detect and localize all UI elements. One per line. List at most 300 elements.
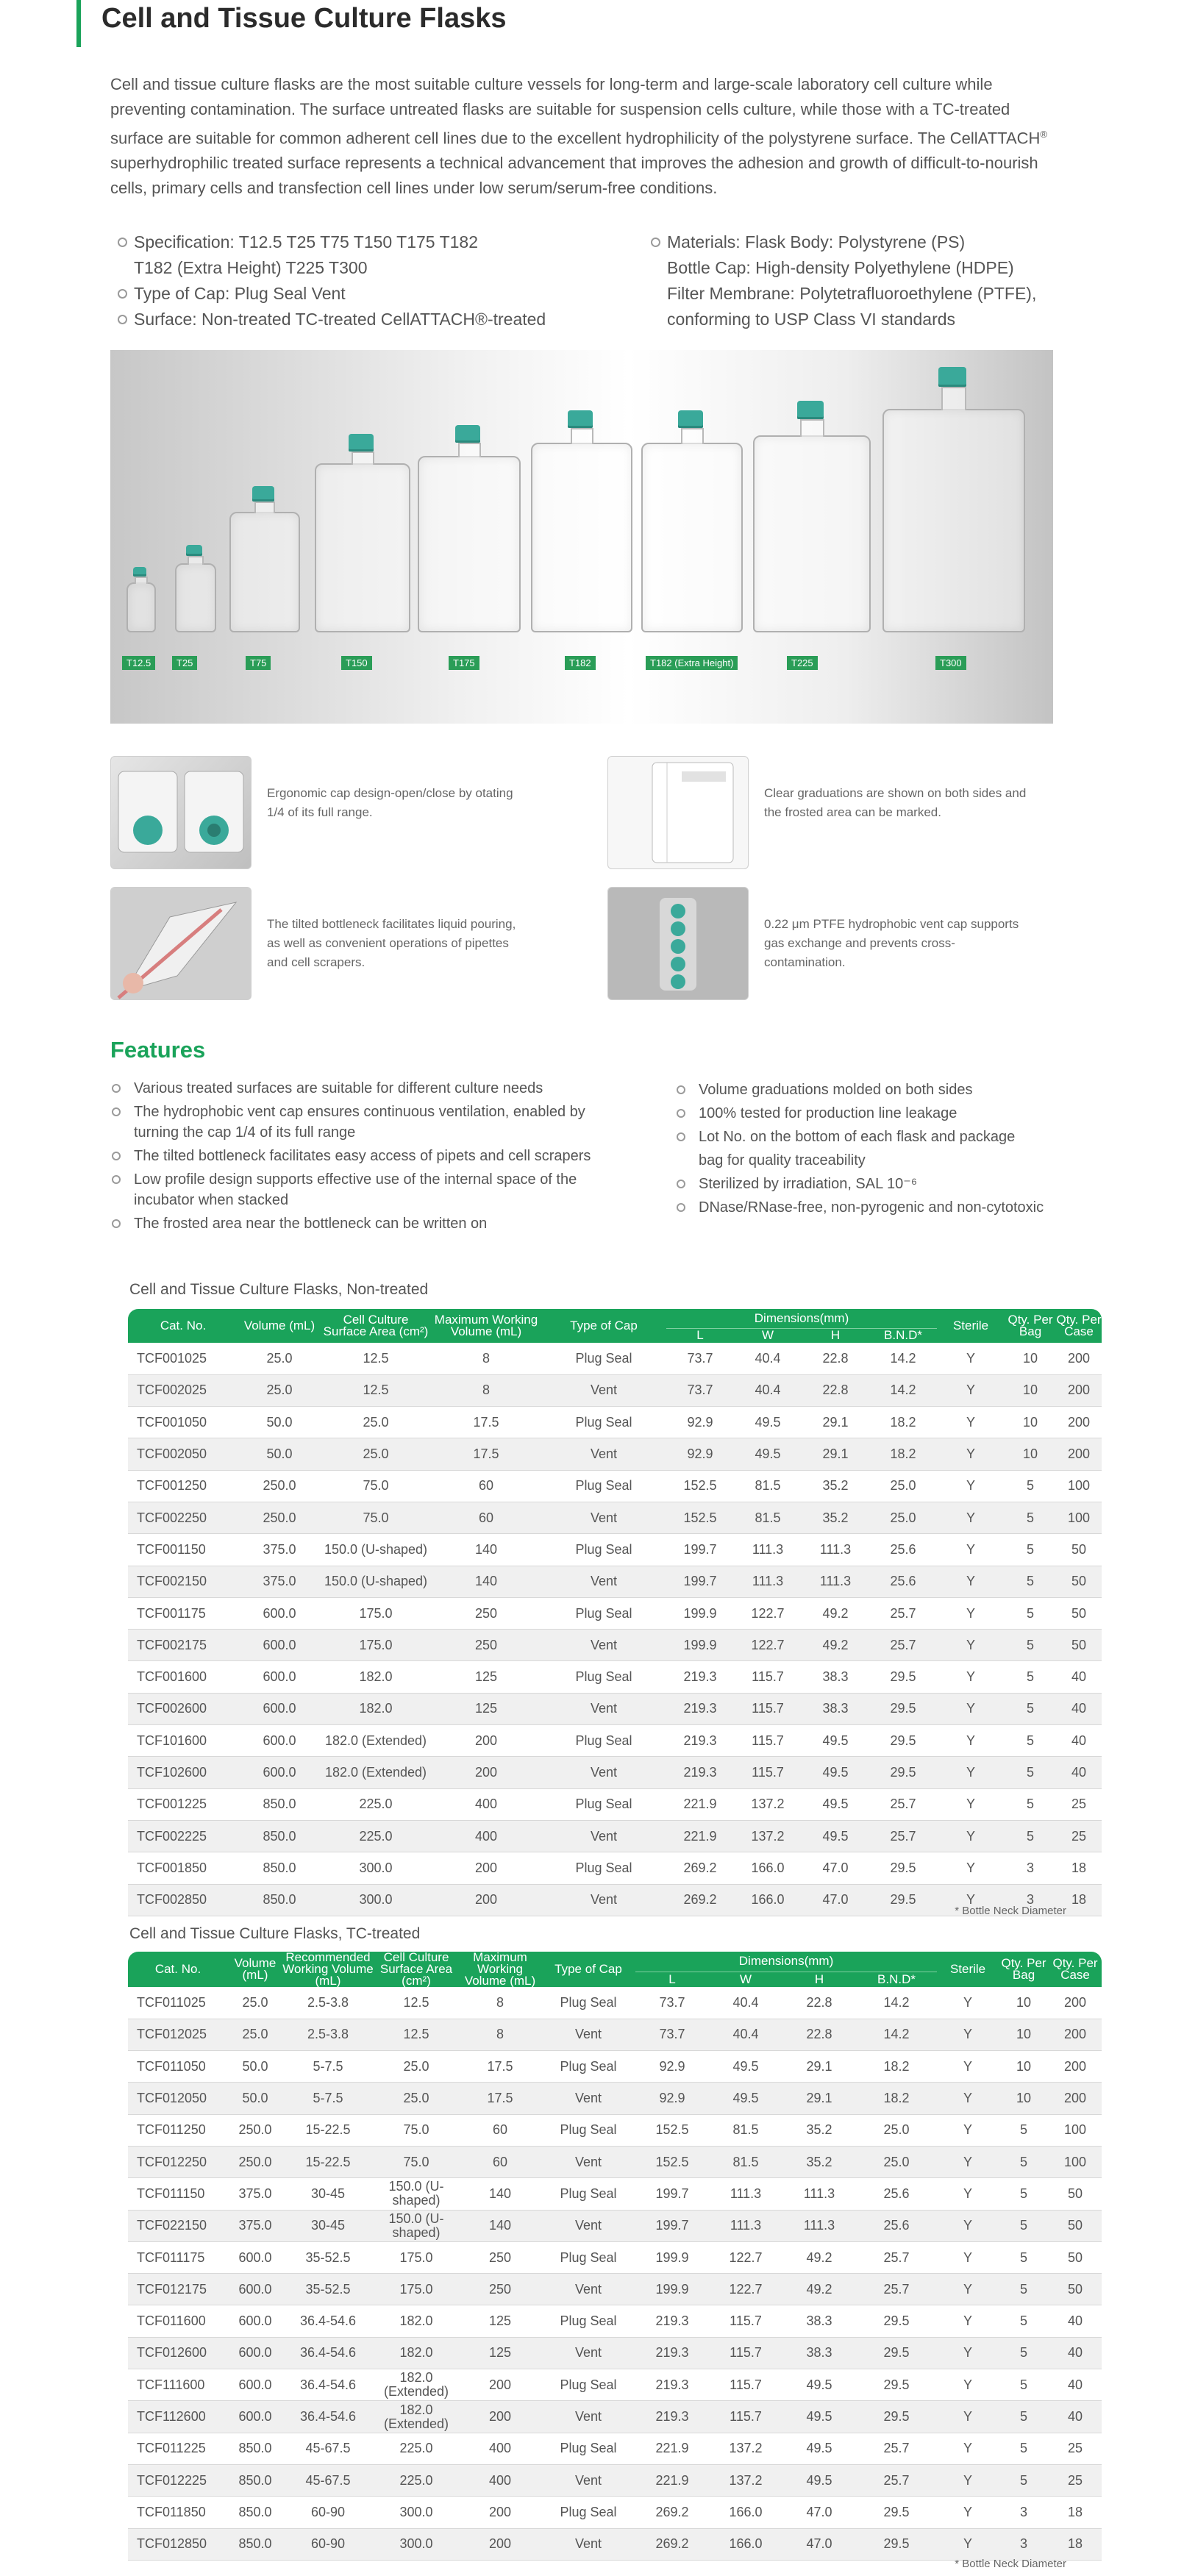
table-cell: 250.0: [228, 2146, 282, 2177]
table-cell: 25.0: [374, 2051, 459, 2083]
table-cell: 115.7: [734, 1725, 802, 1757]
intro-text-part2: superhydrophilic treated surface represents a technical advancement that improves the adhesion and growth of difficult-to-nourish cells, primary cells and transfection cell lines under low serum/serum-free conditions.: [110, 154, 1038, 198]
table-cell: 200: [1049, 2083, 1102, 2114]
table-cell: Y: [937, 1407, 1005, 1438]
table-cell: 2.5-3.8: [282, 1987, 374, 2019]
table-cell: 25.0: [856, 2114, 937, 2146]
table-cell: 29.5: [869, 1661, 937, 1693]
table-cell: 269.2: [635, 2528, 709, 2560]
table-cell: TCF002250: [128, 1502, 238, 1533]
table-cell: 115.7: [734, 1661, 802, 1693]
table-cell: 111.3: [782, 2178, 856, 2210]
table-header-cell: B.N.D*: [856, 1972, 937, 1987]
table1-caption: Cell and Tissue Culture Flasks, Non-treated: [129, 1281, 429, 1298]
table-cell: 60: [431, 1502, 541, 1533]
table-cell: 40: [1056, 1725, 1102, 1757]
table-cell: Y: [937, 2019, 999, 2050]
table-row: [128, 1470, 1102, 1502]
table-cell: 75.0: [374, 2146, 459, 2177]
table-cell: 35.2: [782, 2114, 856, 2146]
table-cell: 140: [459, 2210, 541, 2241]
table2-caption: Cell and Tissue Culture Flasks, TC-treated: [129, 1925, 421, 1942]
table-cell: 600.0: [238, 1757, 321, 1788]
table-cell: TCF022150: [128, 2210, 228, 2241]
table-header-cell: Dimensions(mm): [738, 1954, 834, 1969]
table-cell: 12.5: [321, 1343, 431, 1374]
flask-size-label: T12.5: [122, 656, 155, 670]
table-cell: 25.0: [321, 1438, 431, 1470]
table-cell: Y: [937, 2210, 999, 2241]
table-cell: Y: [937, 2528, 999, 2560]
title-accent-bar: [76, 0, 81, 47]
table-row: [128, 2146, 1102, 2177]
table-cell: 22.8: [782, 2019, 856, 2050]
table-cell: Vent: [541, 1884, 666, 1916]
feature-item: Various treated surfaces are suitable for different culture needs: [112, 1078, 627, 1099]
table-cell: 111.3: [709, 2210, 782, 2241]
table-cell: 182.0: [321, 1661, 431, 1693]
table-row: [128, 2464, 1102, 2496]
flask-size-label: T175: [449, 656, 479, 670]
table-cell: 225.0: [321, 1820, 431, 1852]
table-cell: 137.2: [734, 1788, 802, 1820]
table-cell: 400: [459, 2464, 541, 2496]
table-cell: 25: [1049, 2464, 1102, 2496]
table-cell: 49.5: [734, 1438, 802, 1470]
table-cell: 45-67.5: [282, 2433, 374, 2464]
table-cell: 100: [1056, 1502, 1102, 1533]
table-header-cell: Maximum Working Volume (mL): [464, 1950, 536, 1988]
specs-right-list: [651, 229, 1107, 332]
table-cell: 18.2: [856, 2083, 937, 2114]
table-cell: 38.3: [802, 1661, 869, 1693]
table-cell: Y: [937, 2433, 999, 2464]
table-cell: Vent: [541, 1502, 666, 1533]
table-cell: 25.7: [856, 2241, 937, 2273]
table-cell: 115.7: [709, 2337, 782, 2369]
table-cell: 111.3: [734, 1534, 802, 1566]
table-header-cell: Qty. Per Case: [1056, 1313, 1102, 1338]
table-row: [128, 2433, 1102, 2464]
table-cell: 40: [1056, 1661, 1102, 1693]
table-cell: 182.0: [321, 1693, 431, 1724]
table-row: [128, 1661, 1102, 1693]
table-cell: 375.0: [238, 1534, 321, 1566]
table-cell: Vent: [541, 1438, 666, 1470]
table-cell: 10: [999, 2051, 1049, 2083]
spec-item: T182 (Extra Height) T225 T300: [134, 258, 368, 277]
table-header-cell: Cat. No.: [154, 1962, 202, 1976]
table-cell: 40: [1049, 2401, 1102, 2433]
spec-item: Type of Cap: Plug Seal Vent: [118, 281, 574, 307]
table-cell: 29.5: [856, 2401, 937, 2433]
table-cell: 50.0: [228, 2051, 282, 2083]
table-cell: 137.2: [734, 1820, 802, 1852]
table-cell: 250.0: [228, 2114, 282, 2146]
table-cell: 49.2: [802, 1597, 869, 1629]
table-cell: 219.3: [666, 1725, 734, 1757]
table-cell: 35.2: [802, 1470, 869, 1502]
table-cell: 199.9: [666, 1597, 734, 1629]
table-cell: 18: [1049, 2528, 1102, 2560]
table-cell: 29.5: [856, 2528, 937, 2560]
detail-card-text: 0.22 μm PTFE hydrophobic vent cap supports gas exchange and prevents cross-contamination.: [764, 917, 1019, 969]
table-cell: 5: [1005, 1566, 1056, 1597]
table-cell: 81.5: [734, 1470, 802, 1502]
table-row: [128, 2497, 1102, 2528]
table-cell: 25.0: [321, 1407, 431, 1438]
table-cell: 375.0: [238, 1566, 321, 1597]
table-cell: 200: [1049, 2051, 1102, 2083]
table1-footnote: * Bottle Neck Diameter: [955, 1905, 1066, 1917]
table-cell: 122.7: [709, 2241, 782, 2273]
table-cell: 25: [1056, 1788, 1102, 1820]
table-cell: 18.2: [869, 1438, 937, 1470]
table-cell: 166.0: [709, 2528, 782, 2560]
flask-cap-icon: [186, 545, 202, 556]
table-cell: Y: [937, 1820, 1005, 1852]
table-cell: 12.5: [321, 1374, 431, 1406]
table-cell: Vent: [541, 1693, 666, 1724]
table-cell: Plug Seal: [541, 1597, 666, 1629]
table-cell: 125: [431, 1661, 541, 1693]
flask-cap-icon: [678, 410, 703, 428]
table-row: [128, 2019, 1102, 2050]
non-treated-table: [128, 1309, 1102, 1916]
table-header-cell: L: [635, 1972, 709, 1987]
table-cell: 5: [1005, 1757, 1056, 1788]
table-cell: 600.0: [228, 2401, 282, 2433]
features-title: Features: [110, 1037, 206, 1063]
table-header-cell: Dimensions(mm): [754, 1310, 849, 1325]
table-cell: Y: [937, 2369, 999, 2401]
table-cell: 25.7: [869, 1820, 937, 1852]
flask-size-label: T300: [935, 656, 966, 670]
flask-7: [753, 350, 868, 724]
table-cell: 75.0: [321, 1470, 431, 1502]
table-cell: 115.7: [709, 2401, 782, 2433]
table-row: [128, 2369, 1102, 2401]
table-row: [128, 1407, 1102, 1438]
feature-item: Lot No. on the bottom of each flask and package: [677, 1127, 1088, 1147]
table-cell: TCF011150: [128, 2178, 228, 2210]
feature-item: Low profile design supports effective use of the internal space of the incubator when stacked: [112, 1169, 627, 1210]
table-header-cell: Volume (mL): [234, 1956, 277, 1982]
table-row: [128, 1788, 1102, 1820]
table-cell: 73.7: [666, 1343, 734, 1374]
flask-body: [418, 456, 521, 632]
table-cell: 10: [999, 1987, 1049, 2019]
table-cell: 200: [459, 2497, 541, 2528]
flask-1: [175, 350, 213, 724]
table-cell: 200: [1056, 1343, 1102, 1374]
table-header-cell: Type of Cap: [554, 1962, 622, 1976]
table-cell: 30-45: [282, 2178, 374, 2210]
flask-body: [753, 435, 871, 632]
table-cell: 29.5: [856, 2337, 937, 2369]
table-cell: 40: [1049, 2337, 1102, 2369]
table-cell: 29.5: [869, 1725, 937, 1757]
table-cell: TCF002025: [128, 1374, 238, 1406]
table-cell: 49.5: [802, 1725, 869, 1757]
table-cell: TCF111600: [128, 2369, 228, 2401]
table-cell: 50: [1056, 1597, 1102, 1629]
table-cell: 73.7: [635, 1987, 709, 2019]
table-cell: TCF002050: [128, 1438, 238, 1470]
table-cell: Plug Seal: [541, 2369, 635, 2401]
table-cell: 221.9: [635, 2464, 709, 2496]
flask-neck: [941, 387, 966, 410]
table-cell: TCF102600: [128, 1757, 238, 1788]
table-row: [128, 2178, 1102, 2210]
features-right-list: [677, 1080, 1088, 1221]
table-cell: 850.0: [238, 1788, 321, 1820]
table-cell: 25.7: [856, 2433, 937, 2464]
table-cell: 49.5: [782, 2401, 856, 2433]
table-cell: 17.5: [459, 2051, 541, 2083]
table-cell: 250: [459, 2241, 541, 2273]
flask-cap-icon: [455, 425, 480, 443]
table-cell: 219.3: [666, 1757, 734, 1788]
table-cell: 600.0: [228, 2337, 282, 2369]
table-cell: 10: [1005, 1343, 1056, 1374]
flask-body: [175, 563, 216, 632]
table-cell: 199.7: [666, 1534, 734, 1566]
table-cell: 81.5: [734, 1502, 802, 1533]
table-cell: 25.0: [856, 2146, 937, 2177]
feature-item: Sterilized by irradiation, SAL 10⁻⁶: [677, 1174, 1088, 1194]
table-row: [128, 2210, 1102, 2241]
table-cell: 269.2: [666, 1852, 734, 1884]
table-cell: 137.2: [709, 2464, 782, 2496]
table-cell: 125: [459, 2337, 541, 2369]
table-row: [128, 1725, 1102, 1757]
table-cell: Y: [937, 1597, 1005, 1629]
table-cell: 140: [459, 2178, 541, 2210]
table-cell: 35-52.5: [282, 2241, 374, 2273]
table-cell: TCF012175: [128, 2274, 228, 2305]
table-header-cell: Cell Culture Surface Area (cm²): [379, 1950, 453, 1988]
table-cell: Y: [937, 2497, 999, 2528]
table-cell: 29.5: [869, 1884, 937, 1916]
table-cell: Vent: [541, 2337, 635, 2369]
table-cell: TCF002225: [128, 1820, 238, 1852]
table-cell: TCF112600: [128, 2401, 228, 2433]
table-cell: 100: [1049, 2146, 1102, 2177]
table-cell: 850.0: [238, 1820, 321, 1852]
table-cell: 850.0: [228, 2433, 282, 2464]
table-cell: TCF001050: [128, 1407, 238, 1438]
table-cell: 92.9: [666, 1407, 734, 1438]
table-cell: 92.9: [666, 1438, 734, 1470]
table-cell: 50: [1049, 2241, 1102, 2273]
table-cell: 225.0: [321, 1788, 431, 1820]
table-cell: 140: [431, 1566, 541, 1597]
table-cell: 25.7: [856, 2274, 937, 2305]
table-cell: TCF001600: [128, 1661, 238, 1693]
table-cell: 5: [1005, 1661, 1056, 1693]
table-cell: Vent: [541, 2083, 635, 2114]
table-header-cell: W: [734, 1328, 802, 1343]
table-cell: 29.1: [802, 1438, 869, 1470]
table-cell: 49.5: [802, 1820, 869, 1852]
table-header-cell: Cat. No.: [160, 1319, 207, 1332]
flask-cap-icon: [133, 567, 146, 577]
table-cell: 25.0: [238, 1374, 321, 1406]
table-cell: 182.0: [374, 2305, 459, 2337]
table-row: [128, 2114, 1102, 2146]
table-cell: 850.0: [238, 1852, 321, 1884]
table-cell: 150.0 (U-shaped): [374, 2178, 459, 2210]
table-row: [128, 1566, 1102, 1597]
table-cell: 200: [431, 1725, 541, 1757]
table-cell: TCF002175: [128, 1630, 238, 1661]
table-cell: TCF011250: [128, 2114, 228, 2146]
table-cell: TCF012600: [128, 2337, 228, 2369]
table-cell: 3: [1005, 1884, 1056, 1916]
table-cell: 50.0: [228, 2083, 282, 2114]
table-cell: 25.7: [869, 1630, 937, 1661]
flask-neck: [135, 577, 148, 584]
detail-card-text: The tilted bottleneck facilitates liquid pouring, as well as convenient operations of pipettes and cell scrapers.: [267, 917, 516, 969]
flask-neck: [352, 452, 374, 465]
table-cell: 115.7: [709, 2305, 782, 2337]
table-row: [128, 1534, 1102, 1566]
table-row: [128, 2401, 1102, 2433]
feature-item: The tilted bottleneck facilitates easy access of pipets and cell scrapers: [112, 1146, 627, 1166]
table-cell: Y: [937, 1884, 1005, 1916]
table-cell: TCF001025: [128, 1343, 238, 1374]
table-cell: 200: [431, 1757, 541, 1788]
flask-3: [315, 350, 407, 724]
detail-card: [607, 756, 1049, 871]
table-cell: 30-45: [282, 2210, 374, 2241]
table-cell: 40.4: [734, 1374, 802, 1406]
table-cell: 182.0 (Extended): [321, 1757, 431, 1788]
table-cell: 400: [431, 1820, 541, 1852]
table-cell: 40: [1049, 2369, 1102, 2401]
table-cell: 152.5: [666, 1470, 734, 1502]
table-cell: Plug Seal: [541, 2178, 635, 2210]
table-cell: Y: [937, 2337, 999, 2369]
table-cell: 115.7: [709, 2369, 782, 2401]
table-cell: 5-7.5: [282, 2051, 374, 2083]
table-row: [128, 1630, 1102, 1661]
table-row: [128, 2051, 1102, 2083]
table-cell: 219.3: [666, 1693, 734, 1724]
table-cell: TCF002850: [128, 1884, 238, 1916]
table-header-cell: Qty. Per Bag: [1001, 1956, 1046, 1982]
table-cell: 50: [1049, 2210, 1102, 2241]
table-row: [128, 1597, 1102, 1629]
table-cell: 225.0: [374, 2464, 459, 2496]
table-header-cell: Recommended Working Volume (mL): [282, 1950, 374, 1988]
table-cell: 137.2: [709, 2433, 782, 2464]
table-cell: Y: [937, 1725, 1005, 1757]
table-cell: 50: [1049, 2178, 1102, 2210]
table-cell: 45-67.5: [282, 2464, 374, 2496]
table-cell: Y: [937, 2178, 999, 2210]
table-cell: 5: [999, 2178, 1049, 2210]
table-cell: 25.0: [228, 2019, 282, 2050]
table-cell: Y: [937, 1693, 1005, 1724]
table-cell: 40.4: [734, 1343, 802, 1374]
table-cell: 29.5: [856, 2369, 937, 2401]
table-cell: 36.4-54.6: [282, 2305, 374, 2337]
table-cell: 10: [999, 2019, 1049, 2050]
table-cell: 5-7.5: [282, 2083, 374, 2114]
table-cell: Plug Seal: [541, 2241, 635, 2273]
flask-cap-icon: [252, 486, 274, 502]
table-cell: TCF101600: [128, 1725, 238, 1757]
table-cell: 81.5: [709, 2114, 782, 2146]
table-cell: 18: [1056, 1884, 1102, 1916]
table-cell: 8: [459, 2019, 541, 2050]
table-cell: 29.5: [856, 2497, 937, 2528]
table-cell: 300.0: [321, 1852, 431, 1884]
cap-closeup-icon: [110, 756, 252, 869]
table-cell: TCF011175: [128, 2241, 228, 2273]
table-cell: 219.3: [635, 2337, 709, 2369]
table-cell: Y: [937, 2241, 999, 2273]
table-cell: 175.0: [321, 1597, 431, 1629]
feature-item: DNase/RNase-free, non-pyrogenic and non-cytotoxic: [677, 1197, 1088, 1218]
table-cell: 38.3: [802, 1693, 869, 1724]
table-cell: Vent: [541, 1630, 666, 1661]
table-cell: 175.0: [321, 1630, 431, 1661]
table-cell: 5: [1005, 1725, 1056, 1757]
table-cell: 35-52.5: [282, 2274, 374, 2305]
table-cell: 600.0: [238, 1597, 321, 1629]
table-cell: 5: [999, 2401, 1049, 2433]
table-cell: 199.9: [666, 1630, 734, 1661]
table-header-cell: W: [709, 1972, 782, 1987]
table-cell: 29.1: [782, 2083, 856, 2114]
spec-item: Materials: Flask Body: Polystyrene (PS): [651, 229, 1107, 255]
table-cell: 122.7: [734, 1597, 802, 1629]
table-cell: TCF012250: [128, 2146, 228, 2177]
table-cell: 200: [459, 2528, 541, 2560]
flask-neck: [458, 443, 481, 457]
table-cell: TCF001250: [128, 1470, 238, 1502]
table-cell: 850.0: [228, 2528, 282, 2560]
table-cell: 600.0: [228, 2241, 282, 2273]
table-cell: 47.0: [782, 2497, 856, 2528]
table-cell: Y: [937, 1987, 999, 2019]
table-cell: 200: [1049, 1987, 1102, 2019]
table-cell: 250: [431, 1597, 541, 1629]
table-row: [128, 2241, 1102, 2273]
spec-item: Surface: Non-treated TC-treated CellATTACH®-treated: [118, 307, 574, 332]
intro-paragraph: [110, 72, 1066, 201]
detail-card: [607, 887, 1049, 1002]
table-cell: 850.0: [228, 2497, 282, 2528]
table-cell: 50.0: [238, 1407, 321, 1438]
table-cell: Y: [937, 1566, 1005, 1597]
table-cell: 47.0: [782, 2528, 856, 2560]
table-cell: TCF012050: [128, 2083, 228, 2114]
table-cell: TCF011025: [128, 1987, 228, 2019]
flask-cap-icon: [797, 401, 824, 419]
table-cell: Vent: [541, 1374, 666, 1406]
table-cell: 50: [1049, 2274, 1102, 2305]
table-cell: 92.9: [635, 2051, 709, 2083]
table-cell: 5: [999, 2433, 1049, 2464]
table-cell: 182.0 (Extended): [374, 2401, 459, 2433]
table-cell: 17.5: [431, 1438, 541, 1470]
feature-item: bag for quality traceability: [699, 1152, 866, 1169]
table-cell: TCF011600: [128, 2305, 228, 2337]
